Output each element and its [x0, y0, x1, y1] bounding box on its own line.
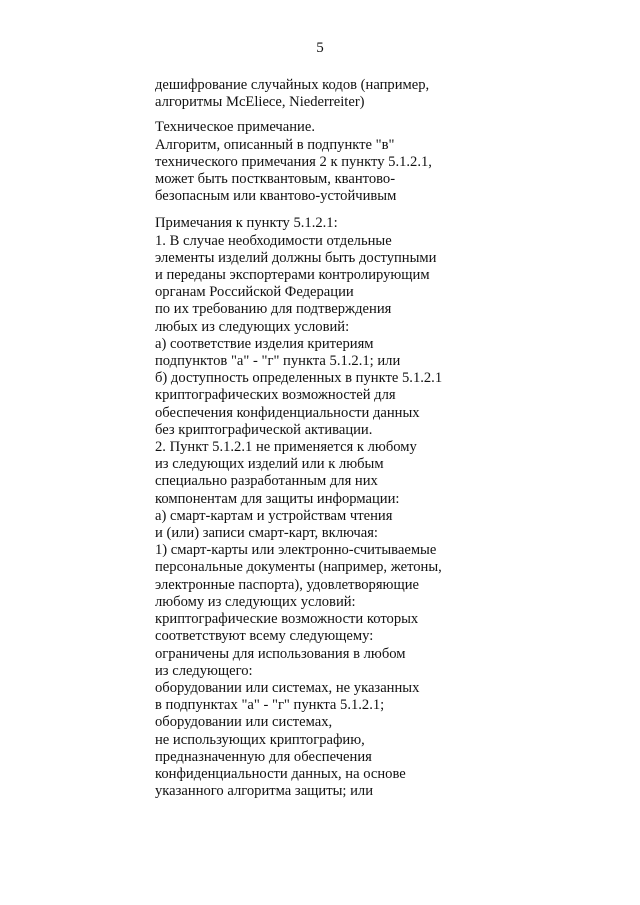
text-line: ограничены для использования в любом: [155, 645, 406, 662]
text-line: специально разработанным для них: [155, 473, 378, 490]
text-line: компонентам для защиты информации:: [155, 490, 400, 507]
text-line: из следующего:: [155, 662, 253, 679]
text-line: Алгоритм, описанный в подпункте "в": [155, 136, 395, 153]
text-line: персональные документы (например, жетоны,: [155, 559, 442, 576]
text-line: а) смарт-картам и устройствам чтения: [155, 507, 393, 524]
paragraph-algorithms: [155, 77, 615, 111]
text-line: 2. Пункт 5.1.2.1 не применяется к любому: [155, 439, 417, 456]
text-line: оборудовании или системах, не указанных: [155, 679, 420, 696]
text-line: любому из следующих условий:: [155, 593, 356, 610]
text-line: органам Российской Федерации: [155, 284, 354, 301]
text-line: б) доступность определенных в пункте 5.1.2.1: [155, 370, 443, 387]
text-line: Техническое примечание.: [155, 119, 315, 136]
text-line: и переданы экспортерами контролирующим: [155, 267, 430, 284]
text-line: предназначенную для обеспечения: [155, 748, 372, 765]
text-line: обеспечения конфиденциальности данных: [155, 404, 420, 421]
text-line: криптографические возможности которых: [155, 611, 419, 628]
text-line: безопасным или квантово-устойчивым: [155, 188, 397, 205]
text-line: не использующих криптографию,: [155, 731, 365, 748]
text-line: а) соответствие изделия критериям: [155, 335, 374, 352]
text-line: соответствуют всему следующему:: [155, 628, 374, 645]
text-line: дешифрование случайных кодов (например,: [155, 77, 430, 93]
text-line: криптографических возможностей для: [155, 387, 396, 404]
text-line: алгоритмы McEliece, Niederreiter): [155, 94, 365, 111]
text-line: 1) смарт-карты или электронно-считываемые: [155, 542, 437, 559]
text-line: в подпунктах "а" - "г" пункта 5.1.2.1;: [155, 697, 385, 714]
text-line: указанного алгоритма защиты; или: [155, 783, 374, 800]
document-body: [155, 77, 615, 800]
text-line: конфиденциальности данных, на основе: [155, 765, 406, 782]
text-line: из следующих изделий или к любым: [155, 456, 384, 473]
text-line: Примечания к пункту 5.1.2.1:: [155, 215, 338, 232]
text-line: элементы изделий должны быть доступными: [155, 249, 437, 266]
text-line: может быть постквантовым, квантово-: [155, 171, 396, 188]
text-line: и (или) записи смарт-карт, включая:: [155, 525, 378, 542]
text-line: оборудовании или системах,: [155, 714, 333, 731]
text-line: любых из следующих условий:: [155, 318, 350, 335]
text-line: электронные паспорта), удовлетворяющие: [155, 576, 419, 593]
text-line: подпунктов "а" - "г" пункта 5.1.2.1; или: [155, 353, 401, 370]
text-line: 1. В случае необходимости отдельные: [155, 232, 392, 249]
page-number: 5: [316, 40, 324, 56]
text-line: технического примечания 2 к пункту 5.1.2.1,: [155, 153, 432, 170]
text-line: без криптографической активации.: [155, 421, 373, 438]
text-line: по их требованию для подтверждения: [155, 301, 392, 318]
paragraph-notes: [155, 215, 615, 800]
paragraph-technical-note: [155, 119, 615, 205]
